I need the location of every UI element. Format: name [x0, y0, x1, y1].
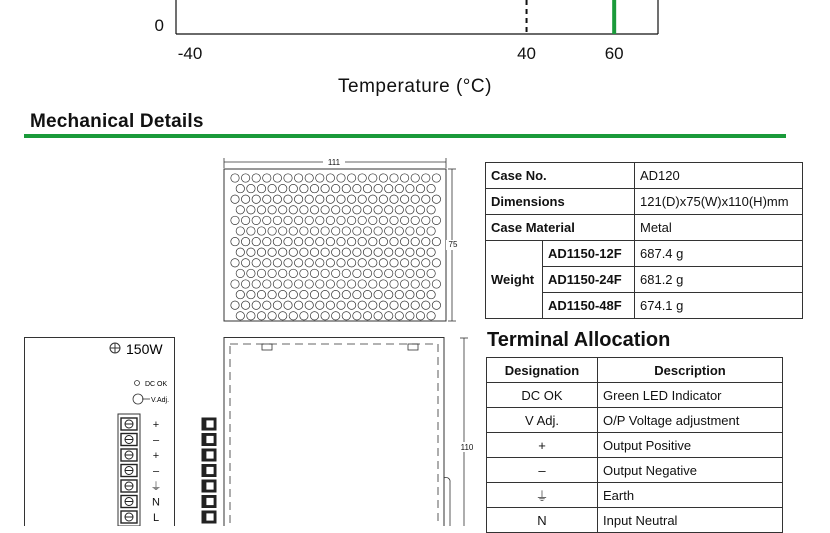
- description-cell: Earth: [598, 483, 783, 508]
- vadj-label: V.Adj.: [151, 397, 170, 404]
- x-tick-label: 60: [604, 44, 624, 63]
- table-header-row: [487, 358, 783, 383]
- case-spec-table: [485, 162, 803, 319]
- terminal-mark: +: [152, 450, 160, 462]
- power-rating-label: 150W: [126, 341, 163, 357]
- weight-model: AD1150-12F: [543, 241, 635, 267]
- designation-cell: +: [487, 433, 598, 458]
- material-label: Case Material: [486, 215, 635, 241]
- terminal-table: [486, 357, 783, 533]
- table-row: [487, 483, 783, 508]
- material-value: Metal: [635, 215, 803, 241]
- terminal-mark: ⏚: [150, 481, 162, 493]
- designation-cell: N: [487, 508, 598, 533]
- table-row: [487, 458, 783, 483]
- designation-cell: DC OK: [487, 383, 598, 408]
- designation-cell: ⏚: [487, 483, 598, 508]
- height-label: 110: [460, 443, 474, 452]
- y-tick-label: 0: [154, 16, 164, 35]
- dimensions-label: Dimensions: [486, 189, 635, 215]
- x-axis-title: Temperature (°C): [338, 76, 492, 97]
- table-row: [487, 508, 783, 533]
- side-view-drawing: [200, 336, 480, 526]
- designation-cell: –: [487, 458, 598, 483]
- x-tick-label: 40: [517, 44, 537, 63]
- x-tick-label: -40: [177, 44, 203, 63]
- case-no-label: Case No.: [486, 163, 635, 189]
- description-cell: Output Positive: [598, 433, 783, 458]
- weight-value: 681.2 g: [635, 267, 803, 293]
- terminal-mark: +: [152, 419, 160, 431]
- description-cell: O/P Voltage adjustment: [598, 408, 783, 433]
- terminal-mark: L: [152, 512, 160, 524]
- weight-model: AD1150-24F: [543, 267, 635, 293]
- weight-value: 674.1 g: [635, 293, 803, 319]
- header-description: Description: [598, 358, 783, 383]
- terminal-mark: N: [152, 496, 160, 509]
- table-row: [486, 163, 803, 189]
- table-row: [487, 408, 783, 433]
- weight-value: 687.4 g: [635, 241, 803, 267]
- terminal-title: Terminal Allocation: [487, 329, 671, 351]
- table-row: [486, 241, 803, 267]
- top-depth-label: 75: [448, 240, 458, 249]
- screw-icon: [110, 343, 120, 353]
- front-view-drawing: [24, 336, 179, 526]
- weight-label: Weight: [486, 241, 543, 319]
- description-cell: Green LED Indicator: [598, 383, 783, 408]
- top-width-label: 111: [327, 158, 341, 167]
- dc-ok-label: DC OK: [145, 381, 168, 388]
- table-row: [486, 189, 803, 215]
- weight-model: AD1150-48F: [543, 293, 635, 319]
- table-row: [487, 383, 783, 408]
- description-cell: Input Neutral: [598, 508, 783, 533]
- table-row: [487, 433, 783, 458]
- dimensions-value: 121(D)x75(W)x110(H)mm: [635, 189, 803, 215]
- terminal-mark: –: [152, 465, 160, 478]
- section-title: Mechanical Details: [30, 111, 204, 132]
- designation-cell: V Adj.: [487, 408, 598, 433]
- case-no-value: AD120: [635, 163, 803, 189]
- table-row: [486, 215, 803, 241]
- description-cell: Output Negative: [598, 458, 783, 483]
- section-divider: [24, 134, 786, 138]
- header-designation: Designation: [487, 358, 598, 383]
- terminal-mark: –: [152, 434, 160, 447]
- top-view-drawing: [220, 156, 460, 326]
